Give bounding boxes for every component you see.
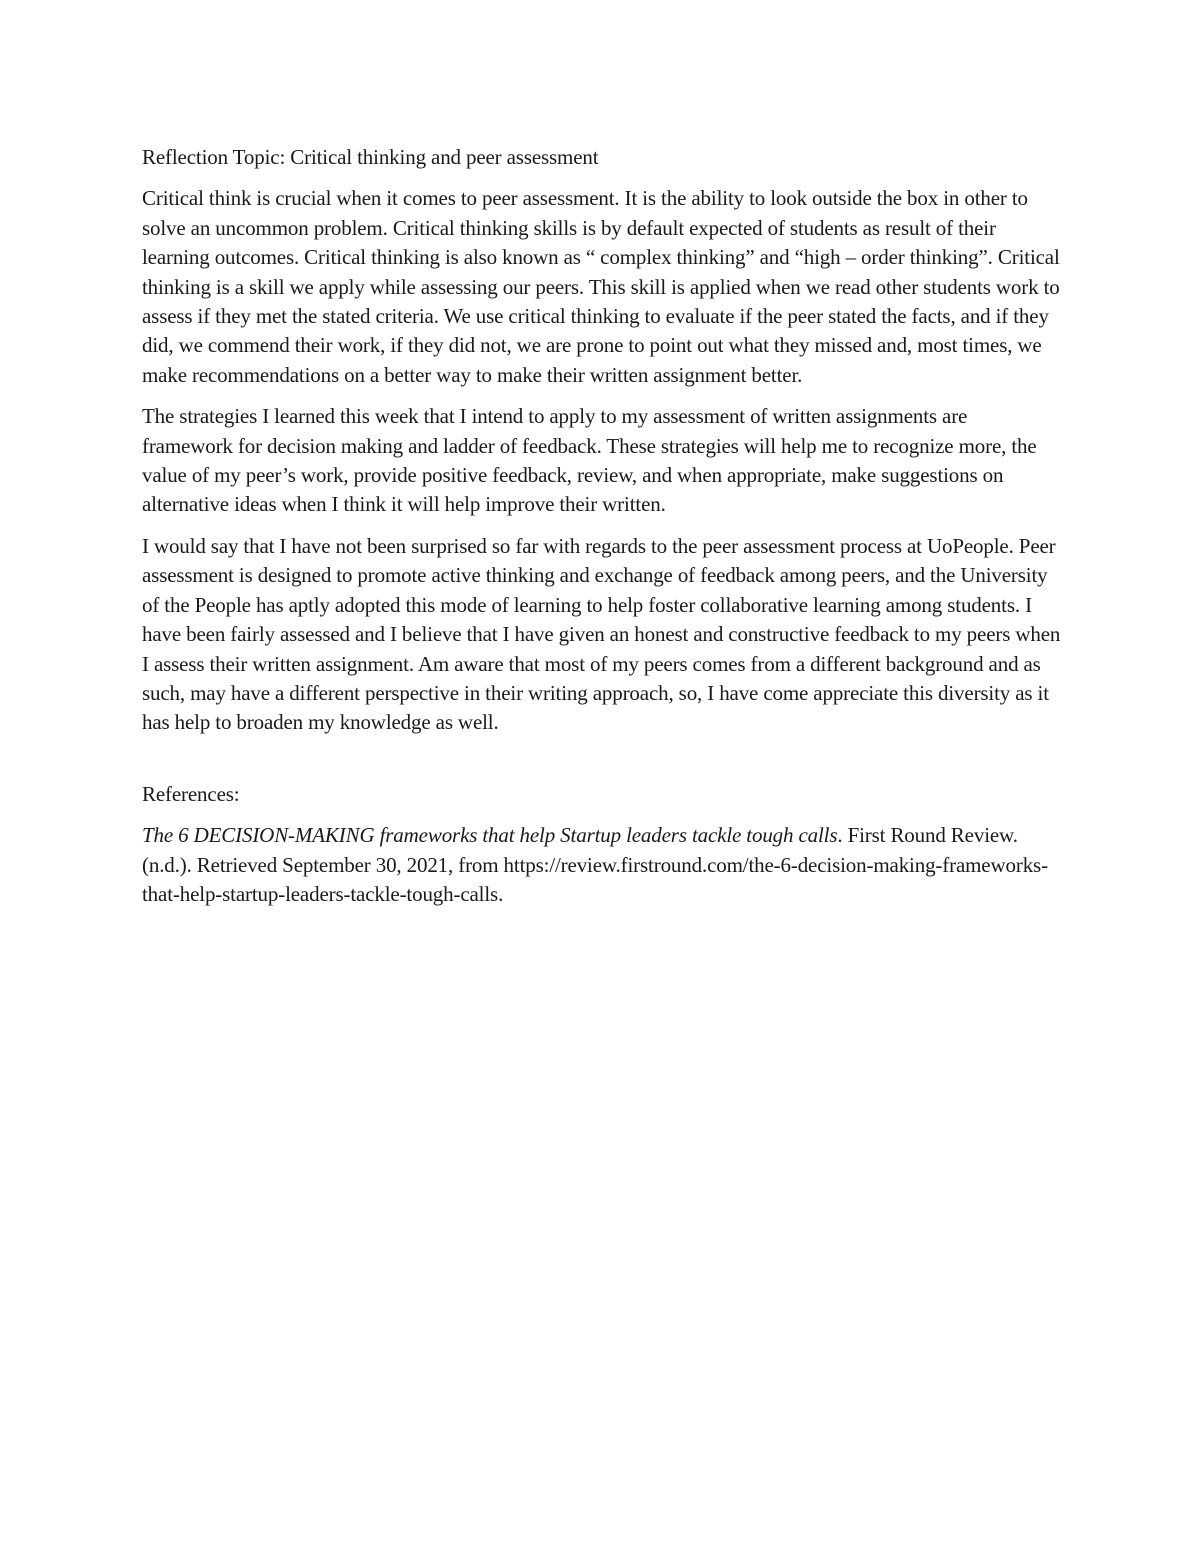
reference-entry: [142, 821, 1062, 909]
document-body: [142, 143, 1062, 921]
section-spacer: [142, 750, 1062, 780]
reference-details: . First Round Review. (n.d.). Retrieved September 30, 2021, from https://review.firstround.com/the-6-decision-making-frameworks-that-help-startup-leaders-tackle-tough-calls.: [142, 823, 1048, 906]
paragraph-critical-thinking: Critical think is crucial when it comes to peer assessment. It is the ability to look outside the box in other to solve an uncommon problem. Critical thinking skills is by default expected of students as result of their learning outcomes. Critical thinking is also known as “ complex thinking” and “high – order thinking”. Critical thinking is a skill we apply while assessing our peers. This skill is applied when we read other students work to assess if they met the stated criteria. We use critical thinking to evaluate if the peer stated the facts, and if they did, we commend their work, if they did not, we are prone to point out what they missed and, most times, we make recommendations on a better way to make their written assignment better.: [142, 186, 1060, 387]
document-title: Reflection Topic: Critical thinking and peer assessment: [142, 145, 599, 169]
paragraph-peer-assessment-experience: I would say that I have not been surprised so far with regards to the peer assessment process at UoPeople. Peer assessment is designed to promote active thinking and exchange of feedback among peers, and the University of the People has aptly adopted this mode of learning to help foster collaborative learning among students. I have been fairly assessed and I believe that I have given an honest and constructive feedback to my peers when I assess their written assignment. Am aware that most of my peers comes from a different background and as such, may have a different perspective in their writing approach, so, I have come appreciate this diversity as it has help to broaden my knowledge as well.: [142, 533, 1061, 735]
reference-title: The 6 DECISION-MAKING frameworks that help Startup leaders tackle tough calls: [142, 823, 838, 848]
references-heading: References:: [142, 781, 240, 806]
paragraph-strategies: The strategies I learned this week that I intend to apply to my assessment of written assignments are framework for decision making and ladder of feedback. These strategies will help me to recognize more, the value of my peer’s work, provide positive feedback, review, and when appropriate, make suggestions on alternative ideas when I think it will help improve their written.: [142, 404, 1037, 517]
